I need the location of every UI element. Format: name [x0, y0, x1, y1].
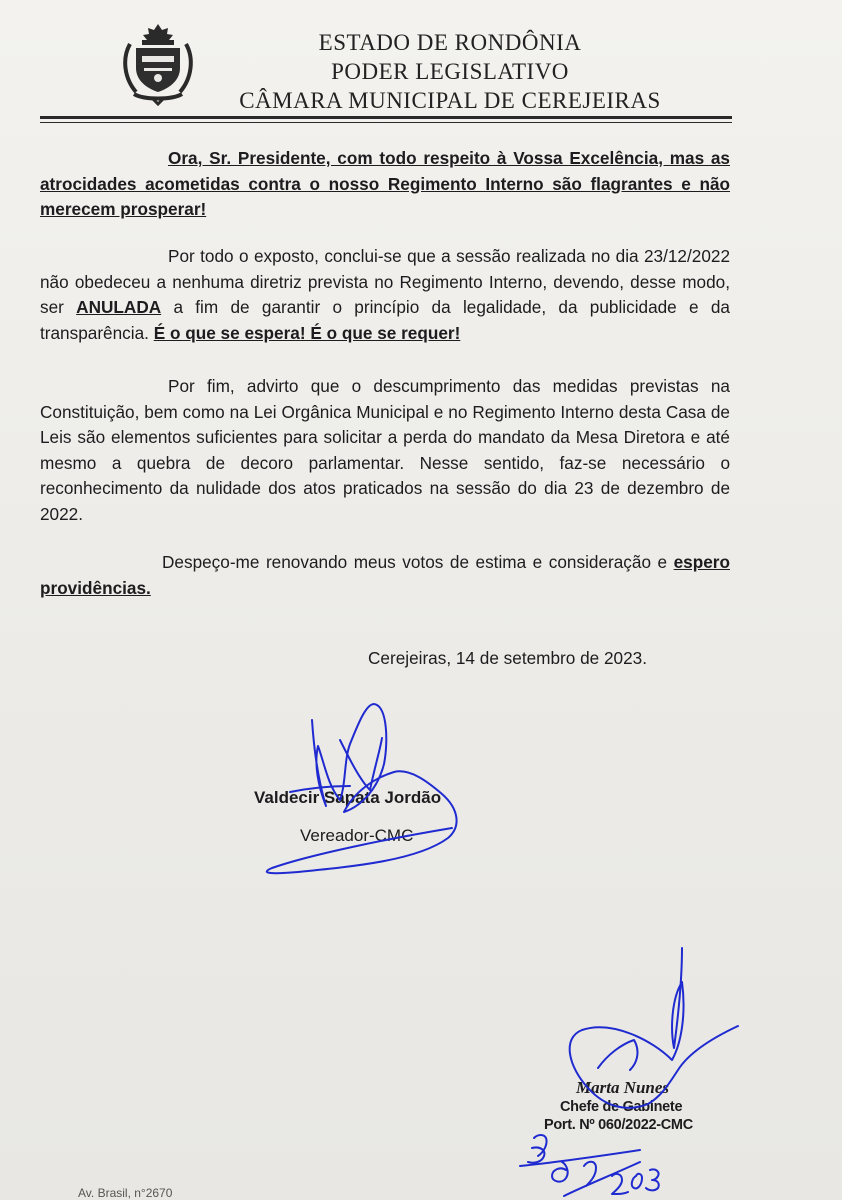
- paragraph-4-text: Despeço-me renovando meus votos de estima e consideração e: [162, 552, 674, 572]
- signatory-2-portaria: Port. Nº 060/2022-CMC: [544, 1117, 693, 1133]
- signature-2-icon: [570, 948, 738, 1108]
- paragraph-3-text: Por fim, advirto que o descumprimento das medidas previstas na Constituição, bem como na Lei Orgânica Municipal e no Regimento Interno desta Casa de Leis são elementos suficientes para solicitar a perda do mandato da Mesa Diretora e até mesmo a quebra de decoro parlamentar. Nesse sentido, faz-se necessário o reconhecimento da nulidade dos atos praticados na sessão do dia 23 de dezembro de 2022.: [40, 376, 730, 524]
- footer-address-fragment: Av. Brasil, n°2670: [78, 1186, 173, 1200]
- paragraph-4-closing: espero providências.: [40, 552, 730, 598]
- paragraph-2-text-a: Por todo o exposto, conclui-se que a sessão realizada no dia 23/12/2022 não obedeceu a nenhuma diretriz prevista no Regimento Interno, devendo, desse modo, ser: [40, 246, 730, 317]
- header-state: ESTADO DE RONDÔNIA: [318, 30, 582, 55]
- paragraph-1-text: Ora, Sr. Presidente, com todo respeito à Vossa Excelência, mas as atrocidades acometidas contra o nosso Regimento Interno são flagrantes e não merecem prosperar!: [40, 148, 730, 219]
- paragraph-2-text-c: a fim de garantir o princípio da legalidade, da publicidade e da transparência.: [40, 297, 730, 343]
- date-line: Cerejeiras, 14 de setembro de 2023.: [368, 648, 647, 668]
- paragraph-2-annulled: ANULADA: [76, 297, 162, 317]
- paragraph-2-request: É o que se espera! É o que se requer!: [153, 322, 461, 343]
- signatory-2-name: Marta Nunes: [576, 1078, 670, 1097]
- signatory-1-role: Vereador-CMC: [300, 826, 414, 845]
- signature-1-icon: [267, 704, 457, 873]
- signatory-1-name: Valdecir Sapata Jordão: [254, 788, 442, 807]
- handwritten-date-icon: [520, 1135, 659, 1196]
- signatory-2-role: Chefe de Gabinete: [560, 1099, 683, 1115]
- header-power: PODER LEGISLATIVO: [331, 59, 569, 84]
- header-chamber: CÂMARA MUNICIPAL DE CEREJEIRAS: [239, 88, 661, 113]
